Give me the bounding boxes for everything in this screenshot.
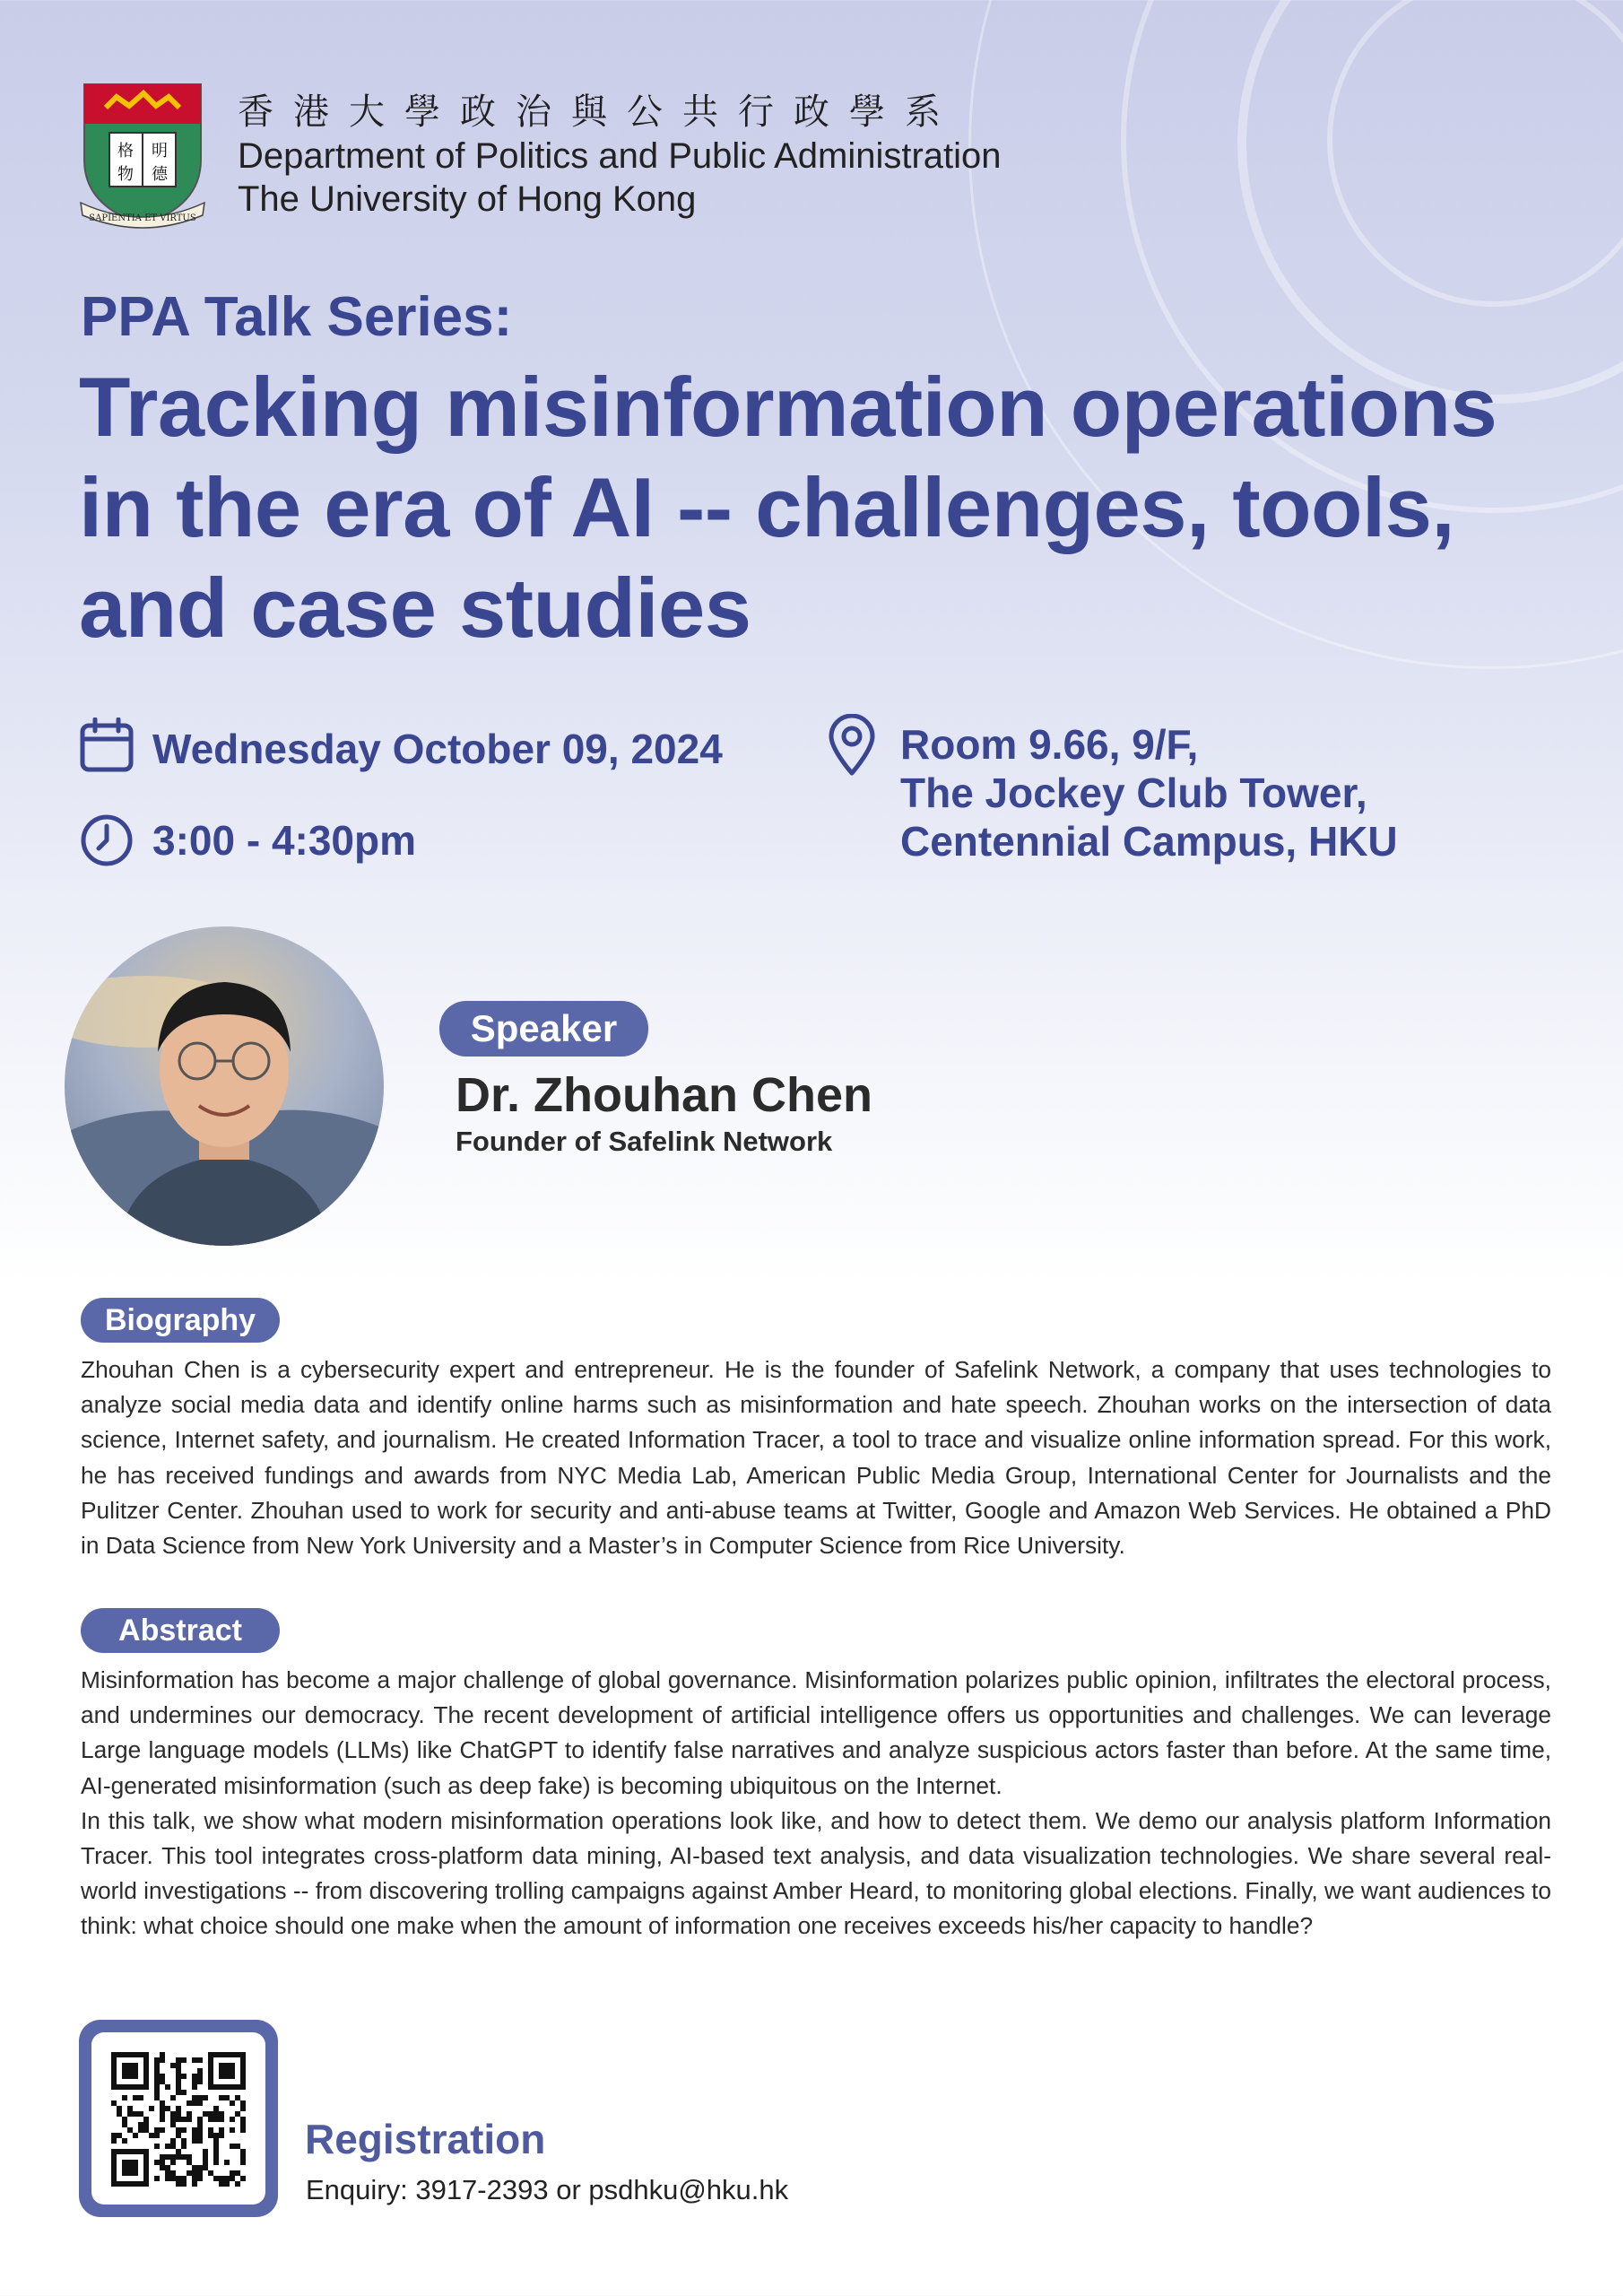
university-name: The University of Hong Kong [238,179,697,219]
clock-icon [79,813,135,868]
registration-title: Registration [305,2116,546,2162]
abstract-paragraph: In this talk, we show what modern misinformation operations look like, and how to detect them. We demo our analysis platform Information Tracer. This tool integrates cross-platform data mining, AI-based text analysis, and data visualization technologies. We share several real-world investigations -- from discovering trolling campaigns against Amber Heard, to monitoring global elections. Finally, we want audiences to think: what choice should one make when the amount of information one receives exceeds his/her capacity to handle? [81,1806,1551,1940]
talk-title [79,357,1594,658]
venue-line: Centennial Campus, HKU [900,818,1398,865]
abstract-paragraph: Misinformation has become a major challenge of global governance. Misinformation polarizes public opinion, infiltrates the electoral process, and undermines our democracy. The recent development of artificial intelligence offers us opportunities and challenges. We can leverage Large language models (LLMs) like ChatGPT to identify false narratives and analyze suspicious actors faster than before. At the same time, AI-generated misinformation (such as deep fake) is becoming ubiquitous on the Internet. [81,1666,1551,1799]
university-crest-icon [79,81,206,229]
talk-title-line: in the era of AI -- challenges, tools, [79,460,1454,554]
svg-text:格: 格 [117,142,134,161]
department-name: Department of Politics and Public Administration [238,136,1002,176]
abstract-label: Abstract [81,1608,280,1653]
background-ring [1327,0,1623,307]
talk-title-line: and case studies [79,561,751,655]
biography-text: Zhouhan Chen is a cybersecurity expert and entrepreneur. He is the founder of Safelink Network, a company that uses technologies to analyze social media data and identify online harms such as misinformation and hate speech. Zhouhan works on the intersection of data science, Internet safety, and journalism. He created Information Tracer, a tool to trace and visualize online information spread. For this work, he has received fundings and awards from NYC Media Lab, American Public Media Group, International Center for Journalists and the Pulitzer Center. Zhouhan used to work for security and anti-abuse teams at Twitter, Google and Amazon Web Services. He obtained a PhD in Data Science from New York University and a Master’s in Computer Science from Rice University. [81,1356,1551,1560]
department-header [238,90,1002,221]
svg-text:明: 明 [152,142,168,161]
speaker-photo [65,926,384,1246]
event-date: Wednesday October 09, 2024 [152,726,723,772]
svg-text:SAPIENTIA ET VIRTUS: SAPIENTIA ET VIRTUS [89,213,196,223]
biography-label: Biography [81,1298,280,1343]
speaker-label: Speaker [439,1001,648,1057]
registration-enquiry: Enquiry: 3917-2393 or psdhku@hku.hk [306,2174,789,2205]
background-ring [1237,0,1623,404]
svg-text:德: 德 [152,165,168,184]
qr-code-icon [91,2032,265,2205]
event-time: 3:00 - 4:30pm [152,817,417,864]
abstract-text [81,1663,1551,1944]
speaker-role: Founder of Safelink Network [456,1126,833,1157]
registration-qr-code[interactable] [79,2020,278,2217]
department-chinese-name: 香港大學政治與公共行政學系 [238,91,960,133]
svg-text:物: 物 [117,165,134,184]
speaker-name: Dr. Zhouhan Chen [456,1068,872,1122]
talk-series-label: PPA Talk Series: [81,286,513,348]
location-pin-icon [827,714,877,777]
talk-title-line: Tracking misinformation operations [79,360,1497,454]
venue-line: The Jockey Club Tower, [900,770,1367,816]
venue-line: Room 9.66, 9/F, [900,721,1199,768]
calendar-icon [79,718,135,773]
event-venue [900,720,1398,865]
